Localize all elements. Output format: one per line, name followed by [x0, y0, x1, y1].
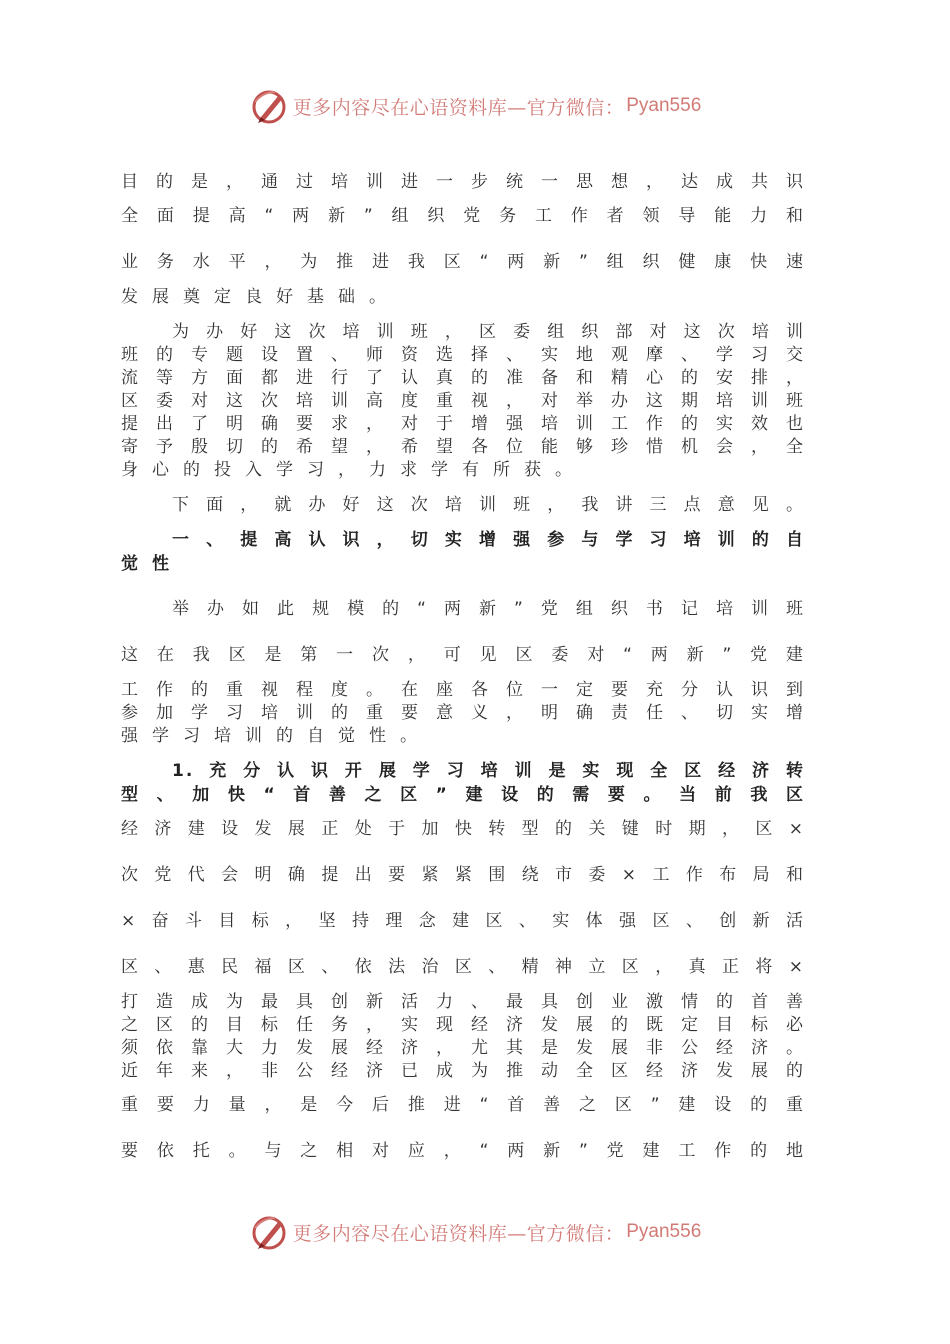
- text-line: 为办好这次培训班，区委组织部对这次培训: [172, 322, 805, 342]
- text-line: 业务水平，为推进我区“两新”组织健康快速: [121, 252, 805, 272]
- text-line: 近年来，非公经济已成为推动全区经济发展的: [121, 1061, 805, 1081]
- text-line: 提出了明确要求，对于增强培训工作的实效也: [121, 414, 805, 434]
- text-line: 重要力量，是今后推进“首善之区”建设的重: [121, 1095, 805, 1115]
- section-heading-line: 觉性: [121, 554, 183, 574]
- banner-text: 更多内容尽在心语资料库—官方微信：: [292, 96, 625, 119]
- text-line: 参加学习培训的重要意义，明确责任、切实增: [121, 703, 805, 723]
- text-line: 举办如此规模的“两新”党组织书记培训班: [172, 599, 805, 619]
- banner-wechat-id: Pyan556: [626, 1221, 702, 1242]
- text-line: 要依托。与之相对应，“两新”党建工作的地: [121, 1141, 805, 1161]
- text-line: 下面，就办好这次培训班，我讲三点意见。: [172, 495, 805, 515]
- text-line: 区委对这次培训高度重视，对举办这期培训班: [121, 391, 805, 411]
- text-line: 须依靠大力发展经济，尤其是发展非公经济。: [121, 1038, 805, 1058]
- text-line: 身心的投入学习，力求学有所获。: [121, 460, 586, 480]
- text-line: 流等方面都进行了认真的准备和精心的安排，: [121, 368, 805, 388]
- text-line: ×奋斗目标，坚持理念建区、实体强区、创新活: [121, 911, 805, 931]
- text-line: 次党代会明确提出要紧紧围绕市委×工作布局和: [121, 865, 805, 885]
- text-line: 之区的目标任务，实现经济发展的既定目标必: [121, 1015, 805, 1035]
- pen-logo-icon: [249, 86, 289, 126]
- text-line: 强学习培训的自觉性。: [121, 726, 431, 746]
- text-line: 寄予殷切的希望，希望各位能够珍惜机会，全: [121, 437, 805, 457]
- text-line: 区、惠民福区、依法治区、精神立区，真正将×: [121, 957, 805, 977]
- banner-wechat-id: Pyan556: [626, 95, 702, 116]
- text-line: 工作的重视程度。在座各位一定要充分认识到: [121, 680, 805, 700]
- subheading-line: 1.充分认识开展学习培训是实现全区经济转: [172, 761, 805, 781]
- banner-text: 更多内容尽在心语资料库—官方微信：: [292, 1222, 625, 1245]
- section-heading-line: 一、提高认识，切实增强参与学习培训的自: [172, 530, 805, 550]
- text-line: 发展奠定良好基础。: [121, 287, 400, 307]
- text-line: 这在我区是第一次，可见区委对“两新”党建: [121, 645, 805, 665]
- subheading-line: 型、加快“首善之区”建设的需要。当前我区: [121, 785, 805, 805]
- text-line: 全面提高“两新”组织党务工作者领导能力和: [121, 206, 805, 226]
- text-line: 班的专题设置、师资选择、实地观摩、学习交: [121, 345, 805, 365]
- text-line: 打造成为最具创新活力、最具创业激情的首善: [121, 992, 805, 1012]
- pen-logo-icon: [249, 1212, 289, 1252]
- text-line: 目的是，通过培训进一步统一思想，达成共识: [121, 172, 805, 192]
- header-banner: [0, 84, 950, 128]
- text-line: 经济建设发展正处于加快转型的关键时期，区×: [121, 819, 805, 839]
- footer-banner: [0, 1210, 950, 1254]
